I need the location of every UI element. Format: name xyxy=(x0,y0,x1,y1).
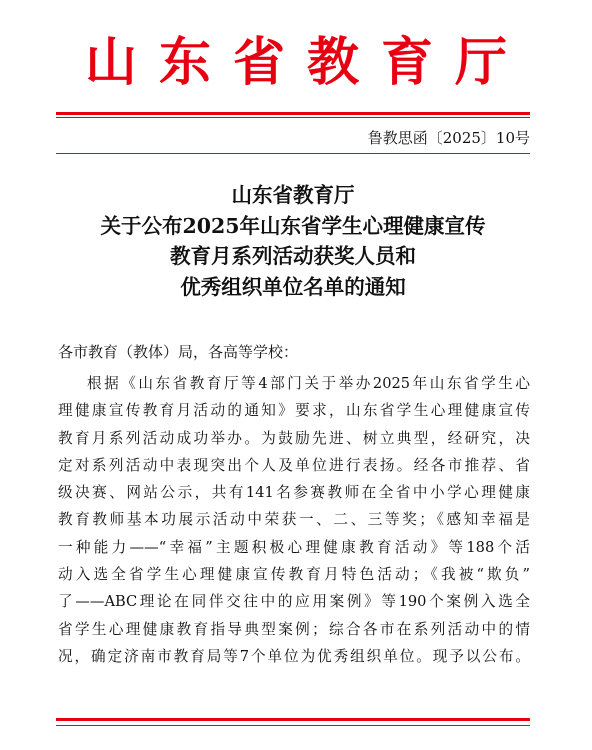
title-line: 关于公布2025年山东省学生心理健康宣传 xyxy=(100,213,486,238)
footer-divider-thin xyxy=(56,725,530,726)
body-line: 教育教师基本功展示活动中荣获一、二、三等奖；《感知幸福是 xyxy=(58,511,530,529)
title-line: 优秀组织单位名单的通知 xyxy=(180,274,406,299)
body-line: 动入选全省学生心理健康宣传教育月特色活动；《我被“欺负” xyxy=(58,566,530,584)
body-line: 定对系列活动中表现突出个人及单位进行表扬。经各市推荐、省 xyxy=(58,456,530,474)
title-line: 教育月系列活动获奖人员和 xyxy=(170,244,416,268)
body-line: 理健康宣传教育月活动的通知》要求，山东省学生心理健康宣传 xyxy=(58,402,530,420)
body-paragraph xyxy=(58,370,530,670)
body-line: 根据《山东省教育厅等4部门关于举办2025年山东省学生心 xyxy=(87,375,530,392)
body-line: 级决赛、网站公示，共有141名参赛教师在全省中小学心理健康 xyxy=(58,484,530,502)
body-line: 况，确定济南市教育局等7个单位为优秀组织单位。现予以公布。 xyxy=(58,647,530,665)
body-line: 了——ABC理论在同伴交往中的应用案例》等190个案例入选全 xyxy=(58,593,530,611)
body-line: 省学生心理健康教育指导典型案例；综合各市在系列活动中的情 xyxy=(58,620,530,638)
document-number: 鲁教思函〔2025〕10号 xyxy=(367,129,530,147)
body-line: 一种能力——“幸福”主题积极心理健康教育活动》等188个活 xyxy=(58,538,530,556)
doc-number-divider xyxy=(56,153,530,154)
header-divider-thin xyxy=(56,117,530,118)
header-divider-thick xyxy=(56,112,530,115)
body-line: 教育月系列活动成功举办。为鼓励先进、树立典型，经研究，决 xyxy=(58,429,530,447)
document-title xyxy=(56,180,530,302)
footer-divider-thick xyxy=(56,718,530,721)
salutation: 各市教育（教体）局，各高等学校： xyxy=(58,343,299,361)
title-line: 山东省教育厅 xyxy=(231,183,355,207)
masthead-title: 山东省教育厅 xyxy=(84,32,529,93)
